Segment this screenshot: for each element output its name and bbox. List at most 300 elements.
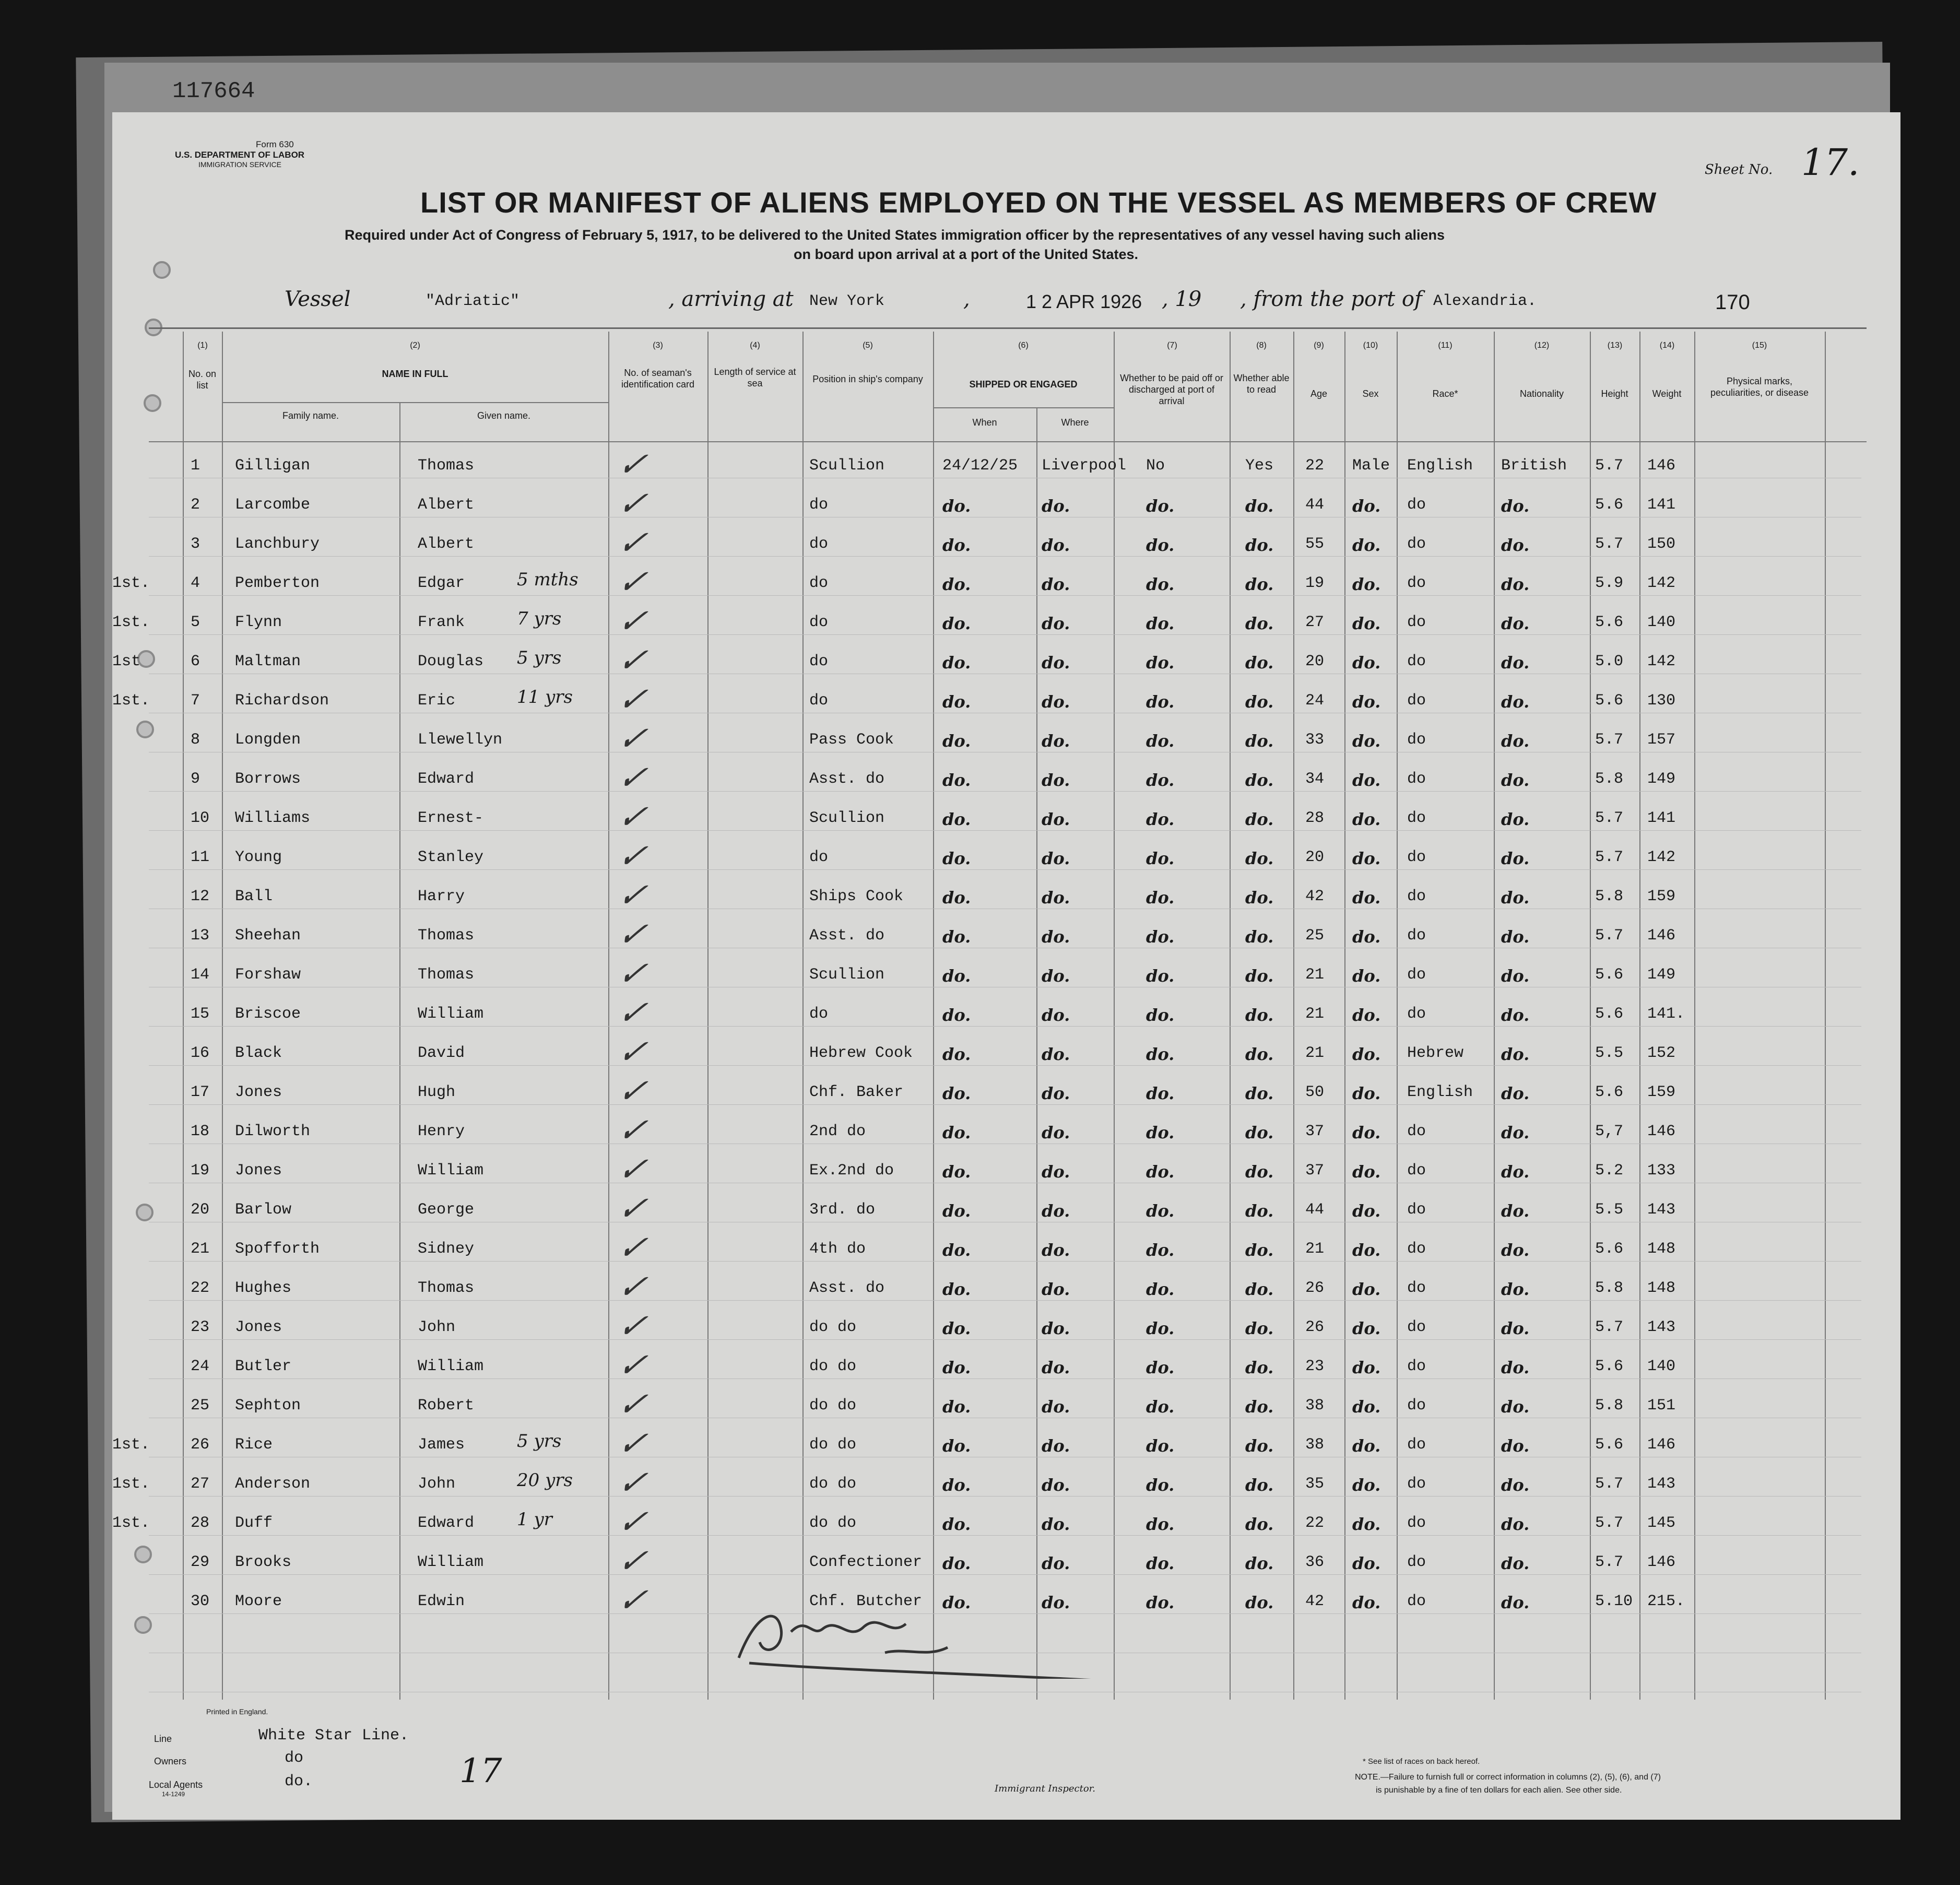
nationality: do. — [1501, 614, 1530, 633]
column-number: (11) — [1438, 341, 1453, 350]
height: 5.7 — [1595, 731, 1624, 749]
handwritten-number: 17 — [459, 1752, 502, 1790]
able-to-read: do. — [1245, 1123, 1274, 1142]
header-where: Where — [1061, 417, 1089, 428]
given-name: Robert — [418, 1397, 475, 1415]
able-to-read: do. — [1245, 614, 1274, 633]
able-to-read: do. — [1245, 496, 1274, 516]
department: U.S. DEPARTMENT OF LABOR — [175, 150, 305, 160]
family-name: Sheehan — [235, 927, 301, 945]
list-number: 2 — [191, 496, 200, 514]
given-name: Eric — [418, 692, 456, 710]
height: 5.0 — [1595, 653, 1624, 670]
height: 5.6 — [1595, 1436, 1624, 1454]
race: do — [1407, 1593, 1426, 1610]
height: 5.6 — [1595, 1358, 1624, 1375]
nationality: do. — [1501, 1475, 1530, 1495]
check-mark: ✓ — [612, 1385, 658, 1424]
race: do — [1407, 1358, 1426, 1375]
age: 44 — [1305, 1201, 1325, 1219]
age: 42 — [1305, 888, 1325, 905]
paid-off: do. — [1146, 849, 1175, 868]
able-to-read: do. — [1245, 927, 1274, 947]
sex: do. — [1352, 692, 1381, 712]
paid-off: No — [1146, 457, 1165, 475]
weight: 143 — [1647, 1201, 1676, 1219]
position: Scullion — [809, 457, 885, 475]
nationality: do. — [1501, 1436, 1530, 1456]
sex: do. — [1352, 496, 1381, 516]
sex: do. — [1352, 614, 1381, 633]
able-to-read: do. — [1245, 1436, 1274, 1456]
weight: 148 — [1647, 1279, 1676, 1297]
given-name: Thomas — [418, 457, 475, 475]
sex: do. — [1352, 574, 1381, 594]
given-name: Thomas — [418, 966, 475, 984]
given-name: David — [418, 1044, 465, 1062]
shipped-when: do. — [942, 1240, 971, 1260]
position: Ex.2nd do — [809, 1162, 894, 1180]
paid-off: do. — [1146, 1005, 1175, 1025]
list-prefix: 1st. — [112, 1475, 150, 1493]
race: do — [1407, 849, 1426, 866]
column-number: (1) — [197, 341, 208, 350]
able-to-read: do. — [1245, 849, 1274, 868]
nationality: do. — [1501, 1044, 1530, 1064]
table-row — [112, 1072, 1900, 1115]
weight: 145 — [1647, 1514, 1676, 1532]
table-row — [112, 602, 1900, 645]
position: Chf. Baker — [809, 1083, 904, 1101]
family-name: Anderson — [235, 1475, 311, 1493]
sex: do. — [1352, 1514, 1381, 1534]
paid-off: do. — [1146, 614, 1175, 633]
height: 5.7 — [1595, 457, 1624, 475]
height: 5.7 — [1595, 1475, 1624, 1493]
table-row — [112, 1111, 1900, 1154]
shipped-where: do. — [1042, 496, 1070, 516]
family-name: Young — [235, 849, 282, 866]
position: do — [809, 692, 829, 710]
family-name: Gilligan — [235, 457, 311, 475]
age: 44 — [1305, 496, 1325, 514]
paid-off: do. — [1146, 496, 1175, 516]
family-name: Black — [235, 1044, 282, 1062]
shipped-when: do. — [942, 809, 971, 829]
shipped-when: do. — [942, 1553, 971, 1573]
shipped-where: do. — [1042, 770, 1070, 790]
weight: 149 — [1647, 770, 1676, 788]
weight: 151 — [1647, 1397, 1676, 1415]
table-row — [112, 1268, 1900, 1311]
family-name: Richardson — [235, 692, 329, 710]
list-number: 22 — [191, 1279, 210, 1297]
vessel-list-number: 170 — [1715, 291, 1750, 314]
shipped-where: do. — [1042, 614, 1070, 633]
position: do — [809, 496, 829, 514]
age: 37 — [1305, 1162, 1325, 1180]
arriving-label: , arriving at — [668, 287, 794, 311]
check-mark: ✓ — [612, 759, 658, 797]
shipped-where: do. — [1042, 1358, 1070, 1377]
header-weight: Weight — [1652, 388, 1682, 399]
table-row — [112, 1464, 1900, 1506]
table-row — [112, 485, 1900, 527]
able-to-read: do. — [1245, 1593, 1274, 1612]
position: do do — [809, 1358, 857, 1375]
race: do — [1407, 1514, 1426, 1532]
paid-off: do. — [1146, 1593, 1175, 1612]
race: do — [1407, 1318, 1426, 1336]
race: do — [1407, 653, 1426, 670]
family-name: Borrows — [235, 770, 301, 788]
shipped-where: do. — [1042, 1593, 1070, 1612]
page-title: LIST OR MANIFEST OF ALIENS EMPLOYED ON THE VESSEL AS MEMBERS OF CREW — [420, 186, 1657, 219]
shipped-when: do. — [942, 1514, 971, 1534]
header-length-of-service: Length of service at sea — [714, 367, 796, 388]
header-name-in-full: NAME IN FULL — [382, 369, 448, 379]
header-race: Race* — [1432, 388, 1458, 399]
table-row — [112, 798, 1900, 841]
table-row — [112, 1189, 1900, 1232]
given-name: George — [418, 1201, 475, 1219]
vessel-name: "Adriatic" — [426, 292, 520, 310]
column-number: (4) — [750, 341, 760, 350]
check-mark: ✓ — [612, 1346, 658, 1385]
paid-off: do. — [1146, 1358, 1175, 1377]
shipped-where: do. — [1042, 1553, 1070, 1573]
shipped-when: do. — [942, 1162, 971, 1182]
list-prefix: 1st. — [112, 574, 150, 592]
family-name: Longden — [235, 731, 301, 749]
family-name: Moore — [235, 1593, 282, 1610]
nationality: do. — [1501, 692, 1530, 712]
given-name: Edwin — [418, 1593, 465, 1610]
family-name: Briscoe — [235, 1005, 301, 1023]
sex: do. — [1352, 1397, 1381, 1417]
shipped-when: do. — [942, 1318, 971, 1338]
height: 5.6 — [1595, 1005, 1624, 1023]
family-name: Hughes — [235, 1279, 292, 1297]
shipped-where: do. — [1042, 1123, 1070, 1142]
paid-off: do. — [1146, 809, 1175, 829]
shipped-when: do. — [942, 1123, 971, 1142]
weight: 152 — [1647, 1044, 1676, 1062]
check-mark: ✓ — [612, 955, 658, 993]
shipped-when: do. — [942, 496, 971, 516]
height: 5.2 — [1595, 1162, 1624, 1180]
sex: do. — [1352, 849, 1381, 868]
family-name: Barlow — [235, 1201, 292, 1219]
race: do — [1407, 1162, 1426, 1180]
arrival-port: New York — [809, 292, 885, 310]
check-mark: ✓ — [612, 837, 658, 876]
shipped-where: do. — [1042, 692, 1070, 712]
sex: Male — [1352, 457, 1390, 475]
nationality: British — [1501, 457, 1567, 475]
list-number: 23 — [191, 1318, 210, 1336]
note-line-1: NOTE.—Failure to furnish full or correct information in columns (2), (5), (6), and (7) — [1355, 1773, 1661, 1782]
race: Hebrew — [1407, 1044, 1464, 1062]
sex: do. — [1352, 1123, 1381, 1142]
sex: do. — [1352, 1553, 1381, 1573]
form-number: Form 630 — [256, 139, 294, 149]
paid-off: do. — [1146, 927, 1175, 947]
table-row — [112, 524, 1900, 567]
shipped-where: do. — [1042, 1005, 1070, 1025]
age: 33 — [1305, 731, 1325, 749]
able-to-read: do. — [1245, 1475, 1274, 1495]
paid-off: do. — [1146, 574, 1175, 594]
age: 21 — [1305, 1044, 1325, 1062]
position: do do — [809, 1436, 857, 1454]
sheet-label: Sheet No. — [1705, 162, 1773, 178]
sex: do. — [1352, 1083, 1381, 1103]
paid-off: do. — [1146, 1162, 1175, 1182]
position: do — [809, 614, 829, 631]
check-mark: ✓ — [612, 485, 658, 523]
position: do — [809, 849, 829, 866]
position: Hebrew Cook — [809, 1044, 913, 1062]
paid-off: do. — [1146, 731, 1175, 751]
list-prefix: 1st — [112, 653, 141, 670]
sex: do. — [1352, 770, 1381, 790]
check-mark: ✓ — [612, 1307, 658, 1346]
nationality: do. — [1501, 1593, 1530, 1612]
sex: do. — [1352, 653, 1381, 673]
list-number: 30 — [191, 1593, 210, 1610]
list-number: 29 — [191, 1553, 210, 1571]
able-to-read: do. — [1245, 1397, 1274, 1417]
family-name: Butler — [235, 1358, 292, 1375]
shipped-where: do. — [1042, 1436, 1070, 1456]
race: do — [1407, 496, 1426, 514]
able-to-read: do. — [1245, 1318, 1274, 1338]
paid-off: do. — [1146, 535, 1175, 555]
shipped-where: do. — [1042, 888, 1070, 908]
list-number: 17 — [191, 1083, 210, 1101]
list-number: 9 — [191, 770, 200, 788]
position: 3rd. do — [809, 1201, 876, 1219]
sex: do. — [1352, 1240, 1381, 1260]
header-position: Position in ship's company — [812, 374, 923, 384]
sex: do. — [1352, 1318, 1381, 1338]
given-name: Edgar — [418, 574, 465, 592]
nationality: do. — [1501, 653, 1530, 673]
given-name: Hugh — [418, 1083, 456, 1101]
race: English — [1407, 457, 1473, 475]
weight: 215. — [1647, 1593, 1685, 1610]
check-mark: ✓ — [612, 1268, 658, 1306]
punch-hole — [153, 261, 171, 279]
age: 36 — [1305, 1553, 1325, 1571]
table-row — [112, 445, 1900, 488]
position: Asst. do — [809, 927, 885, 945]
position: do do — [809, 1318, 857, 1336]
list-number: 15 — [191, 1005, 210, 1023]
line-value: White Star Line. — [258, 1727, 409, 1745]
check-mark: ✓ — [612, 876, 658, 915]
table-row — [112, 915, 1900, 958]
height: 5,7 — [1595, 1123, 1624, 1140]
race: do — [1407, 927, 1426, 945]
header-family-name: Family name. — [282, 410, 339, 421]
weight: 159 — [1647, 888, 1676, 905]
table-row — [112, 1229, 1900, 1271]
family-name: Pemberton — [235, 574, 320, 592]
able-to-read: do. — [1245, 574, 1274, 594]
age: 25 — [1305, 927, 1325, 945]
family-name: Duff — [235, 1514, 273, 1532]
shipped-when: do. — [942, 1044, 971, 1064]
agents-value: do. — [285, 1773, 313, 1790]
check-mark: ✓ — [612, 1111, 658, 1150]
height: 5.7 — [1595, 809, 1624, 827]
table-row — [112, 680, 1900, 723]
weight: 150 — [1647, 535, 1676, 553]
weight: 146 — [1647, 1436, 1676, 1454]
column-number: (5) — [863, 341, 873, 350]
weight: 146 — [1647, 927, 1676, 945]
shipped-when: do. — [942, 1475, 971, 1495]
age: 21 — [1305, 1005, 1325, 1023]
given-name: Edward — [418, 1514, 475, 1532]
paid-off: do. — [1146, 1514, 1175, 1534]
race: do — [1407, 1475, 1426, 1493]
shipped-when: do. — [942, 1358, 971, 1377]
paid-off: do. — [1146, 1397, 1175, 1417]
list-number: 28 — [191, 1514, 210, 1532]
shipped-where: do. — [1042, 1514, 1070, 1534]
check-mark: ✓ — [612, 915, 658, 954]
able-to-read: do. — [1245, 1201, 1274, 1221]
able-to-read: do. — [1245, 731, 1274, 751]
paid-off: do. — [1146, 1123, 1175, 1142]
check-mark: ✓ — [612, 1072, 658, 1111]
weight: 146 — [1647, 1553, 1676, 1571]
shipped-where: do. — [1042, 1475, 1070, 1495]
given-name: William — [418, 1005, 484, 1023]
position: Chf. Butcher — [809, 1593, 923, 1610]
table-header-bottom-rule — [149, 441, 1867, 442]
nationality: do. — [1501, 1514, 1530, 1534]
race: do — [1407, 888, 1426, 905]
paid-off: do. — [1146, 653, 1175, 673]
height: 5.7 — [1595, 535, 1624, 553]
list-prefix: 1st. — [112, 614, 150, 631]
family-name: Sephton — [235, 1397, 301, 1415]
nationality: do. — [1501, 888, 1530, 908]
position: Scullion — [809, 966, 885, 984]
header-given-name: Given name. — [477, 410, 531, 421]
table-row — [112, 1150, 1900, 1193]
race: do — [1407, 1397, 1426, 1415]
race: do — [1407, 535, 1426, 553]
table-row — [112, 1346, 1900, 1389]
age: 28 — [1305, 809, 1325, 827]
shipped-where: do. — [1042, 1240, 1070, 1260]
age: 42 — [1305, 1593, 1325, 1610]
list-number: 1 — [191, 457, 200, 475]
sex: do. — [1352, 1358, 1381, 1377]
column-number: (12) — [1534, 341, 1550, 350]
check-mark: ✓ — [612, 798, 658, 837]
shipped-where: do. — [1042, 1044, 1070, 1064]
list-number: 11 — [191, 849, 210, 866]
service: IMMIGRATION SERVICE — [198, 160, 281, 169]
nationality: do. — [1501, 1358, 1530, 1377]
column-number: (8) — [1256, 341, 1267, 350]
age: 38 — [1305, 1397, 1325, 1415]
height: 5.8 — [1595, 770, 1624, 788]
position: Asst. do — [809, 1279, 885, 1297]
paid-off: do. — [1146, 1279, 1175, 1299]
paid-off: do. — [1146, 1553, 1175, 1573]
sex: do. — [1352, 888, 1381, 908]
given-name: Thomas — [418, 1279, 475, 1297]
given-name: Douglas — [418, 653, 484, 670]
shipped-where: do. — [1042, 574, 1070, 594]
weight: 141 — [1647, 809, 1676, 827]
able-to-read: do. — [1245, 809, 1274, 829]
nationality: do. — [1501, 849, 1530, 868]
position: Asst. do — [809, 770, 885, 788]
height: 5.7 — [1595, 927, 1624, 945]
race: do — [1407, 731, 1426, 749]
age: 21 — [1305, 1240, 1325, 1258]
shipped-when: do. — [942, 1397, 971, 1417]
punch-hole — [144, 394, 161, 412]
given-name: William — [418, 1358, 484, 1375]
shipped-when: do. — [942, 849, 971, 868]
family-name: Brooks — [235, 1553, 292, 1571]
height: 5.7 — [1595, 1318, 1624, 1336]
race: do — [1407, 574, 1426, 592]
shipped-when: do. — [942, 1201, 971, 1221]
nationality: do. — [1501, 535, 1530, 555]
sex: do. — [1352, 809, 1381, 829]
list-number: 8 — [191, 731, 200, 749]
weight: 146 — [1647, 1123, 1676, 1140]
age: 21 — [1305, 966, 1325, 984]
age: 37 — [1305, 1123, 1325, 1140]
family-name: Lanchbury — [235, 535, 320, 553]
header-age: Age — [1310, 388, 1328, 399]
table-row — [112, 1307, 1900, 1350]
able-to-read: do. — [1245, 535, 1274, 555]
manifest-sheet — [112, 112, 1900, 1820]
list-number: 6 — [191, 653, 200, 670]
age: 34 — [1305, 770, 1325, 788]
list-number: 21 — [191, 1240, 210, 1258]
sex: do. — [1352, 1005, 1381, 1025]
race: do — [1407, 966, 1426, 984]
check-mark: ✓ — [612, 1229, 658, 1267]
check-mark: ✓ — [612, 445, 658, 484]
paid-off: do. — [1146, 770, 1175, 790]
age: 26 — [1305, 1318, 1325, 1336]
check-mark: ✓ — [612, 1581, 658, 1620]
weight: 149 — [1647, 966, 1676, 984]
column-number: (13) — [1607, 341, 1623, 350]
list-number: 14 — [191, 966, 210, 984]
given-name: Henry — [418, 1123, 465, 1140]
shipped-where: do. — [1042, 927, 1070, 947]
age: 50 — [1305, 1083, 1325, 1101]
nationality: do. — [1501, 770, 1530, 790]
position: do do — [809, 1475, 857, 1493]
table-top-rule — [149, 327, 1867, 329]
